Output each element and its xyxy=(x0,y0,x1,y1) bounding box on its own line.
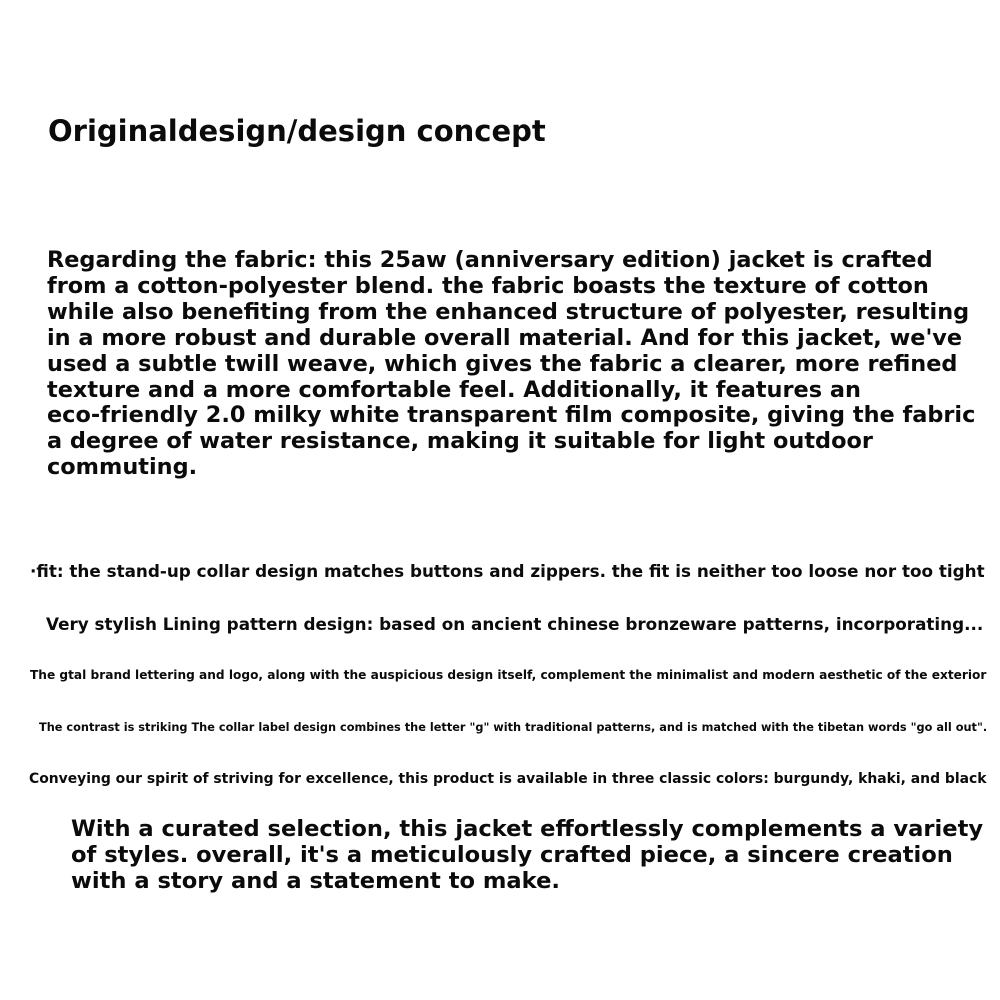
brand-logo-description: The gtal brand lettering and logo, along with the auspicious design itself, complement the minimalist and modern aesthetic of the exterior xyxy=(30,668,987,682)
fabric-description-line: in a more robust and durable overall material. And for this jacket, we've xyxy=(47,324,963,351)
closing-line: With a curated selection, this jacket effortlessly complements a variety xyxy=(71,816,984,842)
fabric-description-line: from a cotton-polyester blend. the fabric boasts the texture of cotton xyxy=(47,272,929,299)
closing-paragraph xyxy=(71,816,984,895)
fabric-description-line: commuting. xyxy=(47,454,198,481)
fabric-description-line: while also benefiting from the enhanced structure of polyester, resulting xyxy=(47,298,970,325)
fabric-description-line: a degree of water resistance, making it suitable for light outdoor xyxy=(47,428,873,455)
fabric-description-line: eco-friendly 2.0 milky white transparent film composite, giving the fabric xyxy=(47,402,976,429)
closing-line: with a story and a statement to make. xyxy=(71,867,561,894)
color-options-description: Conveying our spirit of striving for excellence, this product is available in three classic colors: burgundy, khaki, and black xyxy=(29,771,987,787)
fit-description: ·fit: the stand-up collar design matches buttons and zippers. the fit is neither too loose nor too tight xyxy=(30,561,985,581)
fabric-description-line: texture and a more comfortable feel. Additionally, it features an xyxy=(47,376,861,403)
lining-pattern-description: Very stylish Lining pattern design: based on ancient chinese bronzeware patterns, incorporating... xyxy=(46,614,984,634)
closing-line: of styles. overall, it's a meticulously crafted piece, a sincere creation xyxy=(71,841,953,868)
collar-label-description: The contrast is striking The collar label design combines the letter "g" with traditional patterns, and is matched with the tibetan words "go all out". xyxy=(39,720,988,734)
fabric-description-line: used a subtle twill weave, which gives the fabric a clearer, more refined xyxy=(47,350,958,377)
fabric-description-line: Regarding the fabric: this 25aw (anniversary edition) jacket is crafted xyxy=(47,247,933,273)
fabric-description-paragraph xyxy=(47,247,976,481)
page-title: Originaldesign/design concept xyxy=(48,114,546,148)
